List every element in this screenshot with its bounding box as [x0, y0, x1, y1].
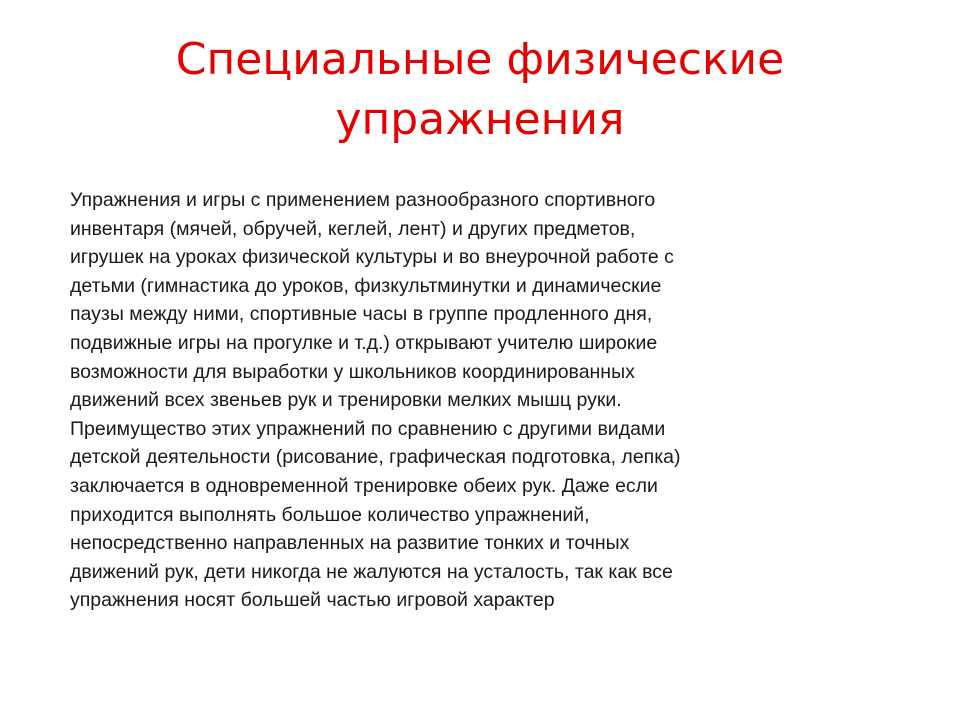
slide-body-text: [70, 186, 900, 615]
body-text-line: паузы между ними, спортивные часы в группе продленного дня,: [70, 303, 653, 326]
slide-title: [60, 30, 900, 150]
slide-title-line: упражнения: [335, 94, 625, 145]
body-text-line: приходится выполнять большое количество упражнений,: [70, 503, 590, 526]
slide-title-line: Специальные физические: [175, 34, 785, 85]
body-text-line: инвентаря (мячей, обручей, кеглей, лент) и других предметов,: [70, 217, 636, 240]
body-text-line: упражнения носят большей частью игровой характер: [70, 589, 555, 612]
body-text-line: игрушек на уроках физической культуры и во внеурочной работе с: [70, 246, 674, 269]
body-text-line: подвижные игры на прогулке и т.д.) открывают учителю широкие: [70, 331, 658, 354]
body-text-line: детьми (гимнастика до уроков, физкультминутки и динамические: [70, 274, 662, 297]
body-text-line: непосредственно направленных на развитие тонких и точных: [70, 532, 630, 555]
body-text-line: Упражнения и игры с применением разнообразного спортивного: [70, 189, 656, 211]
body-text-line: движений рук, дети никогда не жалуются на усталость, так как все: [70, 560, 673, 583]
body-text-line: движений всех звеньев рук и тренировки мелких мышц руки.: [70, 389, 622, 412]
body-text-line: Преимущество этих упражнений по сравнению с другими видами: [70, 417, 666, 440]
body-text-line: заключается в одновременной тренировке обеих рук. Даже если: [70, 474, 658, 497]
body-text-line: возможности для выработки у школьников координированных: [70, 360, 635, 383]
body-text-line: детской деятельности (рисование, графическая подготовка, лепка): [70, 446, 681, 469]
